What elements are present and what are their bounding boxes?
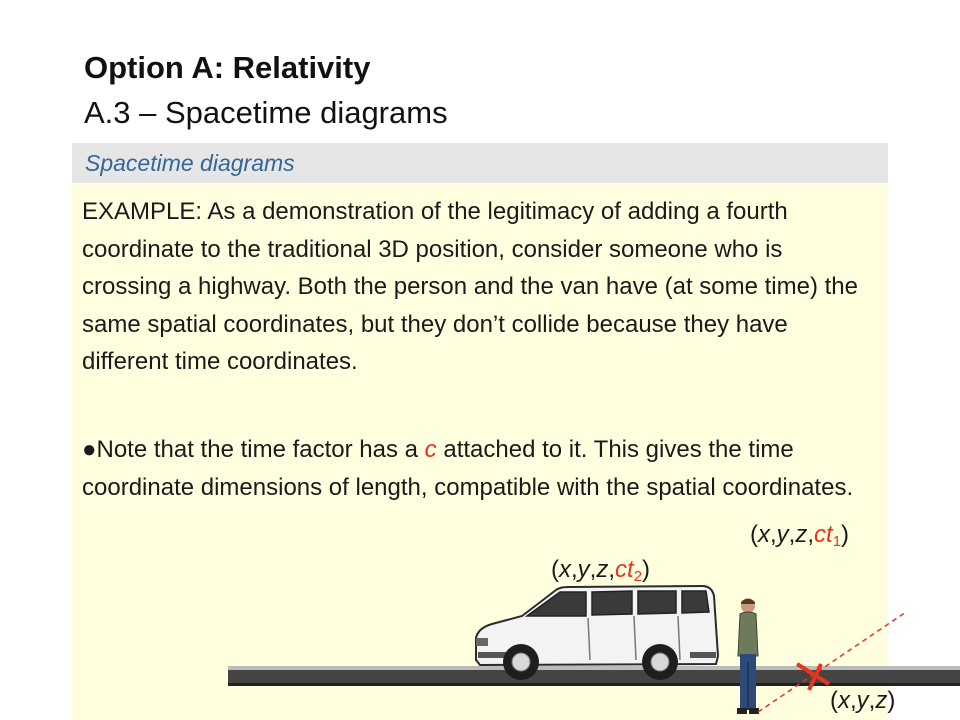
person-coordinates: $(x,y,z,ct_1)$ [750,521,850,550]
slide-subtitle: A.3 – Spacetime diagrams [84,95,448,130]
person-illustration [737,599,759,715]
example-paragraph: EXAMPLE: As a demonstration of the legitimacy of adding a fourth coordinate to the traditional 3D position, consider someone who is crossing a highway. Both the person and the van have (at some time) the same spatial coordinates, but they don’t collide because they have different time coordinates. [82,198,858,375]
van-coordinates: $(x,y,z,ct_2)$ [551,556,651,585]
section-label: Spacetime diagrams [85,150,295,176]
highway-road [228,666,960,686]
note-text-after: attached to it. This gives the time coordinate dimensions of length, compatible with the spatial coordinates. [82,436,854,501]
van-illustration [476,586,718,680]
note-c-variable: c [424,436,437,463]
slide-title: Option A: Relativity [84,50,371,85]
spatial-coordinates: (x,y,z) [830,687,896,714]
note-text-before: ●Note that the time factor has a [82,436,425,463]
